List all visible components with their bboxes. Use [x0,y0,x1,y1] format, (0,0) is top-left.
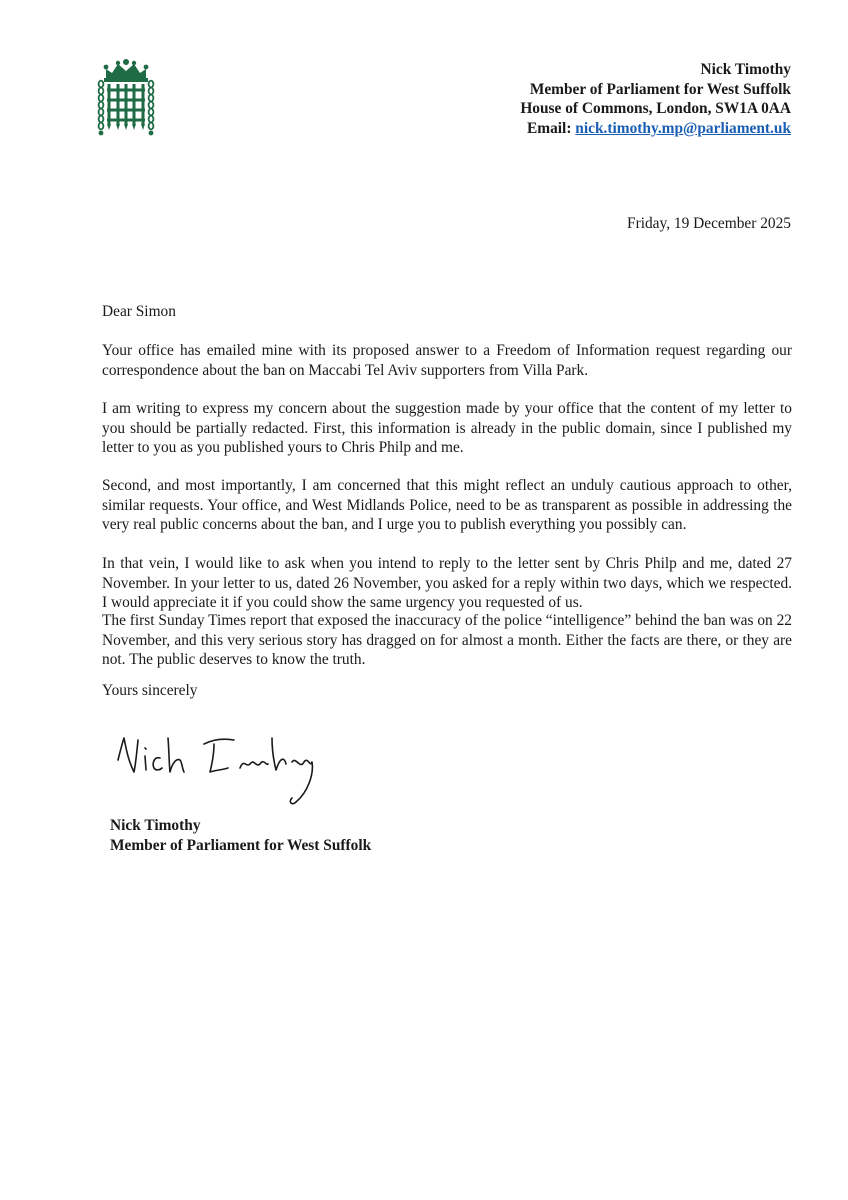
portcullis-emblem-icon [96,58,156,136]
signer-block [110,816,371,855]
letterhead-name: Nick Timothy [700,61,791,78]
letterhead-title: Member of Parliament for West Suffolk [529,80,791,98]
paragraph-text: The first Sunday Times report that exposed the inaccuracy of the police “intelligence” behind the ban was on 22 November, and this very serious story has dragged on for almost a month. Either the facts are there, or they are not. The public deserves to know the truth. [102,612,792,669]
paragraph-text: Your office has emailed mine with its proposed answer to a Freedom of Information request regarding our correspondence about the ban on Maccabi Tel Aviv supporters from Villa Park. [102,342,792,379]
paragraph-text: In that vein, I would like to ask when you intend to reply to the letter sent by Chris Philp and me, dated 27 November. In your letter to us, dated 26 November, you asked for a reply within two days, which we respected. I would appreciate it if you could show the same urgency you requested of us. [102,555,792,612]
signer-title: Member of Parliament for West Suffolk [110,836,372,854]
paragraph-2 [102,399,792,458]
closing: Yours sincerely [102,682,198,699]
paragraph-text: Second, and most importantly, I am concerned that this might reflect an unduly cautious approach to other, similar requests. Your office, and West Midlands Police, need to be as transparent as possible in addressing the very real public concerns about the ban, and I urge you to publish everything you possibly can. [102,477,792,534]
email-link[interactable]: nick.timothy.mp@parliament.uk [575,119,791,137]
handwritten-signature [112,722,342,814]
email-label: Email: [526,119,576,137]
paragraph-5 [102,611,792,670]
letterhead [520,60,791,138]
paragraph-1 [102,341,792,380]
letterhead-email-line [520,119,791,139]
signer-name: Nick Timothy [110,817,201,834]
paragraph-3 [102,476,792,535]
paragraph-text: I am writing to express my concern about the suggestion made by your office that the content of my letter to you should be partially redacted. First, this information is already in the public domain, since I published my letter to you as you published yours to Chris Philp and me. [102,400,792,457]
letterhead-address: House of Commons, London, SW1A 0AA [520,100,791,117]
letter-date: Friday, 19 December 2025 [627,215,791,232]
salutation: Dear Simon [102,303,176,320]
paragraph-4 [102,554,792,613]
